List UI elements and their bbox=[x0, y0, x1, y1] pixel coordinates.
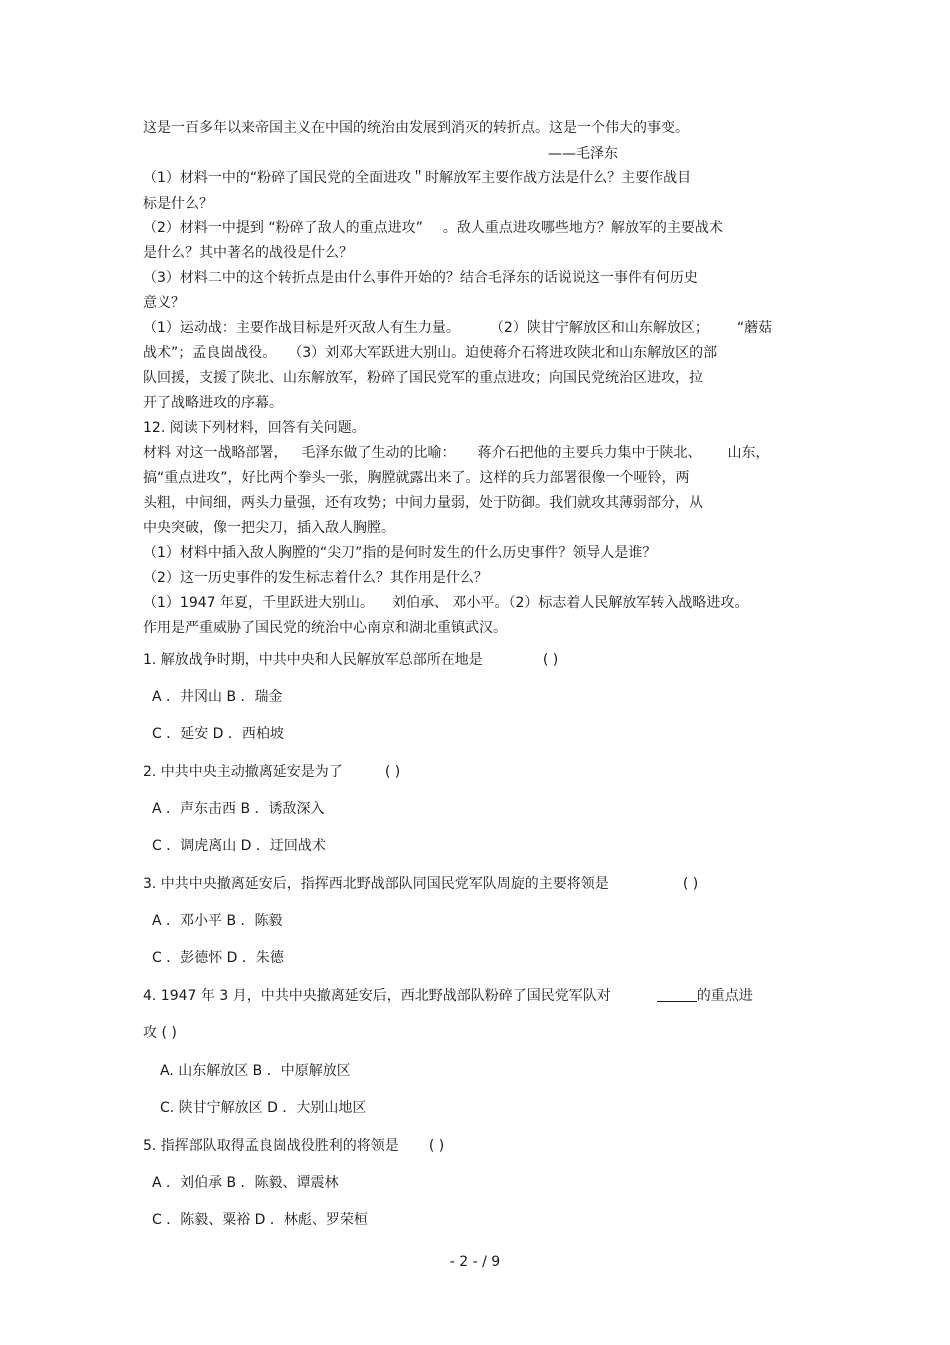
mc4-options-cd: C. 陕甘宁解放区 D ．大别山地区 bbox=[160, 1100, 367, 1116]
q11-answer-line2 bbox=[143, 343, 815, 363]
mc3-stem bbox=[143, 874, 815, 894]
mc4-stem-line2: 攻 ( ) bbox=[143, 1025, 177, 1041]
mc2-answer-paren: ( ) bbox=[384, 764, 401, 780]
q12-material-line3: 头粗，中间细，两头力量强，还有攻势；中间力量弱，处于防御。我们就攻其薄弱部分，从 bbox=[143, 495, 703, 511]
q11-answer-part-e: （3）刘邓大军跃进大别山。迫使蒋介石将进攻陕北和山东解放区的部 bbox=[288, 345, 718, 361]
q12-material-part-a: 材料 对这一战略部署， bbox=[143, 445, 288, 461]
mc2-stem bbox=[143, 762, 815, 782]
q11-answer-line1 bbox=[143, 318, 815, 338]
q11-answer-part-c: “蘑菇 bbox=[736, 320, 773, 336]
material2-author: ——毛泽东 bbox=[548, 146, 618, 162]
q11-3-line2: 意义？ bbox=[143, 295, 185, 311]
q11-3-line1: （3）材料二中的这个转折点是由什么事件开始的？结合毛泽东的话说说这一事件有何历史 bbox=[143, 270, 698, 286]
q12-material-line4: 中央突破，像一把尖刀，插入敌人胸膛。 bbox=[143, 520, 395, 536]
page-number: - 2 - / 9 bbox=[449, 1254, 501, 1270]
mc3-options-cd: C ．彭德怀 D ．朱德 bbox=[152, 950, 284, 966]
mc1-answer-paren: ( ) bbox=[542, 652, 559, 668]
q12-answer-line2: 作用是严重威胁了国民党的统治中心南京和湖北重镇武汉。 bbox=[143, 620, 507, 636]
mc3-answer-paren: ( ) bbox=[682, 876, 699, 892]
mc5-options-ab: A ．刘伯承 B ．陈毅、谭震林 bbox=[152, 1175, 339, 1191]
q12-material-part-c: 蒋介石把他的主要兵力集中于陕北、 bbox=[477, 445, 702, 461]
q11-answer-line4: 开了战略进攻的序幕。 bbox=[143, 395, 283, 411]
material2-line: 这是一百多年以来帝国主义在中国的统治由发展到消灭的转折点。这是一个伟大的事变。 bbox=[143, 120, 689, 136]
mc1-stem-text: 1. 解放战争时期，中共中央和人民解放军总部所在地是 bbox=[143, 652, 483, 668]
q12-answer-part-b: 刘伯承、 邓小平。（2）标志着人民解放军转入战略进攻。 bbox=[392, 595, 749, 611]
mc3-options-ab: A ．邓小平 B ．陈毅 bbox=[152, 913, 283, 929]
mc1-options-cd: C ．延安 D ．西柏坡 bbox=[152, 726, 284, 742]
q12-answer-line1 bbox=[143, 593, 815, 613]
mc5-options-cd: C ．陈毅、粟裕 D ．林彪、罗荣桓 bbox=[152, 1212, 368, 1228]
q11-answer-line3: 队回援，支援了陕北、山东解放军，粉碎了国民党军的重点进攻；向国民党统治区进攻，拉 bbox=[143, 370, 703, 386]
q11-2-part-a: （2）材料一中提到 “粉碎了敌人的重点进攻” bbox=[143, 220, 423, 236]
q11-1-line1: （1）材料一中的“粉碎了国民党的全面进攻＂时解放军主要作战方法是什么？主要作战目 bbox=[143, 170, 692, 186]
mc5-stem bbox=[143, 1136, 815, 1156]
q11-1-line2: 标是什么？ bbox=[143, 196, 213, 212]
mc4-blank bbox=[657, 987, 697, 1002]
q11-answer-part-b: （2）陕甘宁解放区和山东解放区； bbox=[489, 320, 709, 336]
mc3-stem-text: 3. 中共中央撤离延安后，指挥西北野战部队同国民党军队周旋的主要将领是 bbox=[143, 876, 609, 892]
mc4-options-ab: A. 山东解放区 B ．中原解放区 bbox=[160, 1063, 351, 1079]
mc4-stem-line1 bbox=[143, 986, 815, 1006]
mc4-stem-tail: 的重点进 bbox=[696, 988, 753, 1004]
q12-answer-part-a: （1）1947 年夏，千里跃进大别山。 bbox=[143, 595, 374, 611]
mc1-stem bbox=[143, 650, 815, 670]
q12-question1: （1）材料中插入敌人胸膛的“尖刀”指的是何时发生的什么历史事件？领导人是谁？ bbox=[143, 545, 657, 561]
mc5-answer-paren: ( ) bbox=[428, 1138, 445, 1154]
q12-title: 12. 阅读下列材料，回答有关问题。 bbox=[143, 420, 366, 436]
q11-answer-part-a: （1）运动战：主要作战目标是歼灭敌人有生力量。 bbox=[143, 320, 460, 336]
q12-material-part-d: 山东， bbox=[727, 445, 770, 461]
q11-2-part-b: 。敌人重点进攻哪些地方？解放军的主要战术 bbox=[442, 220, 723, 236]
mc2-options-cd: C ．调虎离山 D ．迂回战术 bbox=[152, 838, 326, 854]
q11-2-line1 bbox=[143, 218, 815, 238]
q12-question2: （2）这一历史事件的发生标志着什么？其作用是什么？ bbox=[143, 570, 488, 586]
q12-material-part-b: 毛泽东做了生动的比喻： bbox=[301, 445, 456, 461]
mc1-options-ab: A ．井冈山 B ．瑞金 bbox=[152, 689, 283, 705]
q11-answer-part-d: 战术”；孟良崮战役。 bbox=[143, 345, 277, 361]
mc4-stem-text: 4. 1947 年 3 月，中共中央撤离延安后，西北野战部队粉碎了国民党军队对 bbox=[143, 988, 611, 1004]
q11-2-line2: 是什么？其中著名的战役是什么？ bbox=[143, 245, 353, 261]
q12-material-line1 bbox=[143, 443, 815, 463]
mc5-stem-text: 5. 指挥部队取得孟良崮战役胜利的将领是 bbox=[143, 1138, 399, 1154]
mc2-options-ab: A ．声东击西 B ．诱敌深入 bbox=[152, 801, 325, 817]
q12-material-line2: 搞“重点进攻”，好比两个拳头一张，胸膛就露出来了。这样的兵力部署很像一个哑铃，两 bbox=[143, 470, 690, 486]
mc2-stem-text: 2. 中共中央主动撤离延安是为了 bbox=[143, 764, 343, 780]
